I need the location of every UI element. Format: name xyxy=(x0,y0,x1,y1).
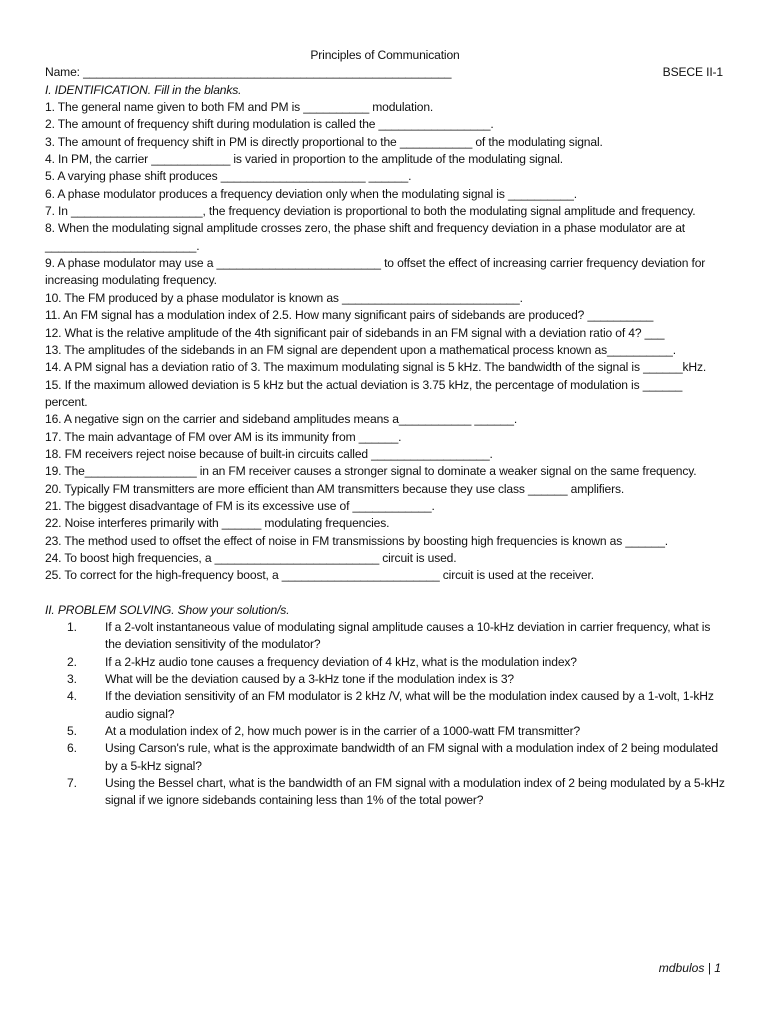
page-footer: mdbulos | 1 xyxy=(658,961,721,975)
document-title: Principles of Communication xyxy=(310,48,460,62)
problem-number: 6. xyxy=(67,741,77,756)
identification-item: 3. The amount of frequency shift in PM is directly proportional to the ___________ of the modulating signal. xyxy=(45,134,603,149)
identification-item: 18. FM receivers reject noise because of built-in circuits called __________________. xyxy=(45,446,493,461)
name-field-label: Name: ________________________________________________________ xyxy=(45,65,452,80)
problem-item xyxy=(45,740,725,775)
identification-item: 23. The method used to offset the effect of noise in FM transmissions by boosting high frequencies is known as ______. xyxy=(45,533,668,548)
identification-item: 21. The biggest disadvantage of FM is its excessive use of ____________. xyxy=(45,498,435,513)
problem-text: Using the Bessel chart, what is the bandwidth of an FM signal with a modulation index of 2 being modulated by a 5-kHz signal if we ignore sidebands containing less than 1% of the total power? xyxy=(105,776,725,808)
identification-item: 6. A phase modulator produces a frequency deviation only when the modulating signal is __________. xyxy=(45,186,577,201)
identification-item: 17. The main advantage of FM over AM is its immunity from ______. xyxy=(45,429,402,444)
problem-text: Using Carson's rule, what is the approximate bandwidth of an FM signal with a modulation index of 2 being modulated by a 5-kHz signal? xyxy=(105,741,718,773)
problem-list xyxy=(45,619,725,810)
class-section-label: BSECE II-1 xyxy=(662,65,723,80)
identification-item: 9. A phase modulator may use a _________________________ to offset the effect of increasing carrier frequency deviation for increasing modulating frequency. xyxy=(45,256,706,288)
problem-text: If a 2-kHz audio tone causes a frequency deviation of 4 kHz, what is the modulation index? xyxy=(105,654,577,669)
identification-item: 12. What is the relative amplitude of the 4th significant pair of sidebands in an FM signal with a deviation ratio of 4? ___ xyxy=(45,325,665,340)
identification-list xyxy=(45,99,725,585)
problem-text: If a 2-volt instantaneous value of modulating signal amplitude causes a 10-kHz deviation in carrier frequency, what is the deviation sensitivity of the modulator? xyxy=(105,620,711,652)
identification-item: 4. In PM, the carrier ____________ is varied in proportion to the amplitude of the modulating signal. xyxy=(45,152,563,167)
identification-item: 14. A PM signal has a deviation ratio of 3. The maximum modulating signal is 5 kHz. The bandwidth of the signal is ______kHz. xyxy=(45,360,707,375)
problem-item xyxy=(45,671,725,688)
problem-solving-heading: II. PROBLEM SOLVING. Show your solution/s. xyxy=(45,602,290,617)
identification-item: 1. The general name given to both FM and PM is __________ modulation. xyxy=(45,100,434,115)
problem-item xyxy=(45,723,725,740)
identification-item: 8. When the modulating signal amplitude crosses zero, the phase shift and frequency deviation in a phase modulator are at _______________________. xyxy=(45,221,686,253)
problem-number: 5. xyxy=(67,724,77,739)
identification-item: 7. In ____________________, the frequency deviation is proportional to both the modulating signal amplitude and frequency. xyxy=(45,204,696,219)
identification-item: 5. A varying phase shift produces ______________________ ______. xyxy=(45,169,412,184)
identification-item: 10. The FM produced by a phase modulator is known as ___________________________. xyxy=(45,290,523,305)
problem-number: 7. xyxy=(67,776,77,791)
identification-item: 11. An FM signal has a modulation index of 2.5. How many significant pairs of sidebands are produced? __________ xyxy=(45,308,654,323)
problem-number: 2. xyxy=(67,654,77,669)
identification-item: 20. Typically FM transmitters are more efficient than AM transmitters because they use class ______ amplifiers. xyxy=(45,481,625,496)
problem-item xyxy=(45,654,725,671)
worksheet-content xyxy=(45,47,725,810)
problem-number: 3. xyxy=(67,672,77,687)
identification-item: 16. A negative sign on the carrier and sideband amplitudes means a___________ ______. xyxy=(45,412,518,427)
problem-item xyxy=(45,619,725,654)
problem-item xyxy=(45,688,725,723)
identification-item: 19. The_________________ in an FM receiver causes a stronger signal to dominate a weaker signal on the same frequency. xyxy=(45,464,697,479)
identification-item: 24. To boost high frequencies, a _________________________ circuit is used. xyxy=(45,550,457,565)
identification-heading: I. IDENTIFICATION. Fill in the blanks. xyxy=(45,82,242,97)
problem-number: 1. xyxy=(67,620,77,634)
name-row xyxy=(45,64,725,81)
problem-item xyxy=(45,775,725,810)
problem-text: At a modulation index of 2, how much power is in the carrier of a 1000-watt FM transmitter? xyxy=(105,724,581,739)
problem-number: 4. xyxy=(67,689,77,704)
identification-item: 25. To correct for the high-frequency boost, a ________________________ circuit is used at the receiver. xyxy=(45,568,594,583)
identification-item: 13. The amplitudes of the sidebands in an FM signal are dependent upon a mathematical process known as__________. xyxy=(45,342,676,357)
problem-text: What will be the deviation caused by a 3-kHz tone if the modulation index is 3? xyxy=(105,672,514,687)
identification-item: 22. Noise interferes primarily with ______ modulating frequencies. xyxy=(45,516,390,531)
identification-item: 2. The amount of frequency shift during modulation is called the _________________. xyxy=(45,117,494,132)
problem-text: If the deviation sensitivity of an FM modulator is 2 kHz /V, what will be the modulation index caused by a 1-volt, 1-kHz audio signal? xyxy=(105,689,714,721)
identification-item: 15. If the maximum allowed deviation is 5 kHz but the actual deviation is 3.75 kHz, the percentage of modulation is ______ percent. xyxy=(45,377,683,409)
